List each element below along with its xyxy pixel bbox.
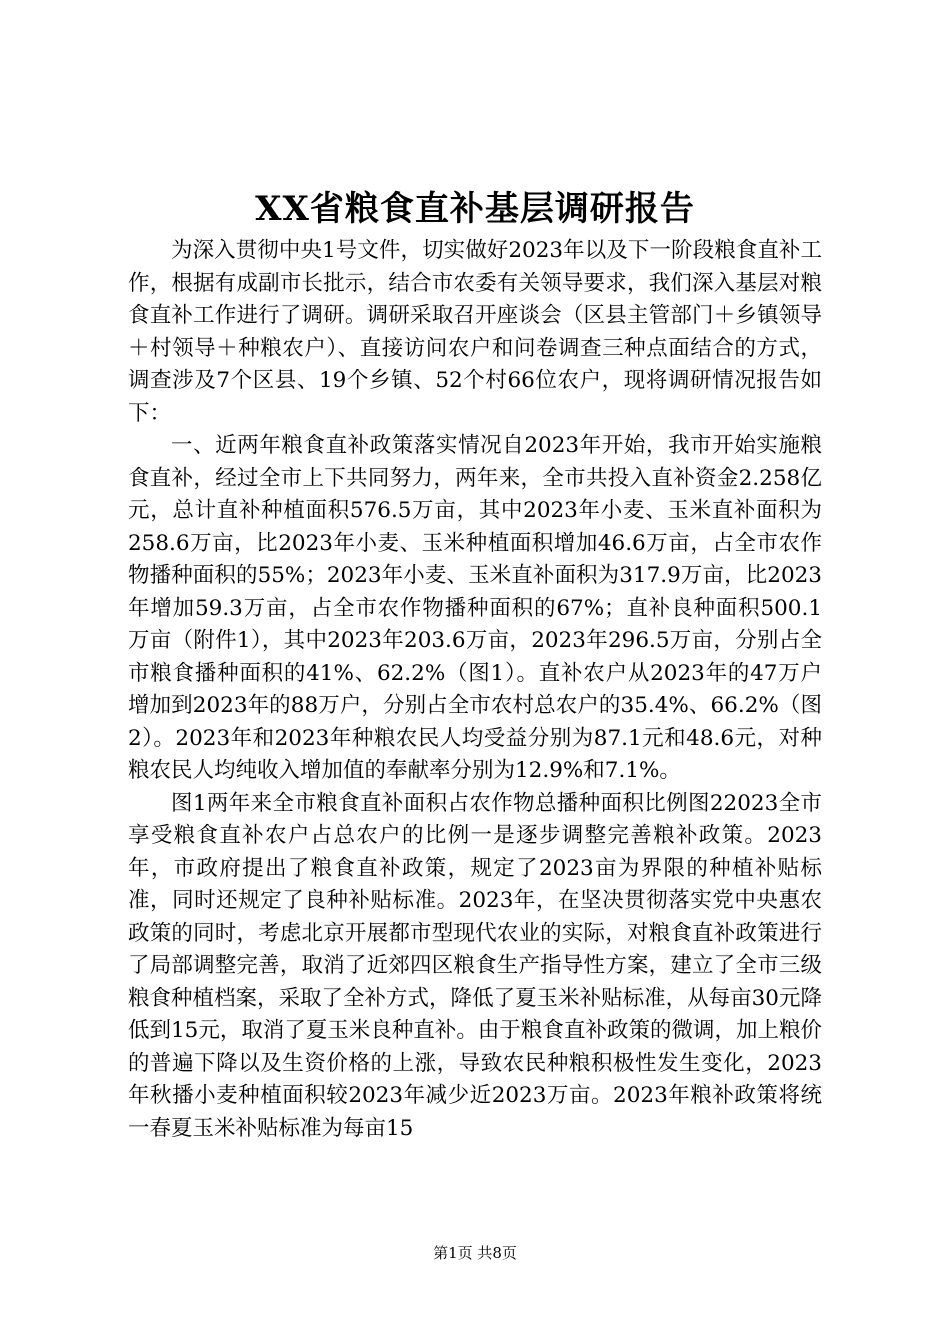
page-footer: 第1页 共8页	[433, 1244, 517, 1262]
document-title: XX省粮食直补基层调研报告	[255, 189, 695, 229]
paragraph-intro: 为深入贯彻中央1号文件，切实做好2023年以及下一阶段粮食直补工作，根据有成副市长批示，结合市农委有关领导要求，我们深入基层对粮食直补工作进行了调研。调研采取召开座谈会（区县主管部门＋乡镇领导＋村领导＋种粮农户）、直接访问农户和问卷调查三种点面结合的方式，调查涉及7个区县、19个乡镇、52个村66位农户，现将调研情况报告如下：	[128, 238, 822, 426]
document-body	[128, 235, 822, 1145]
paragraph-section-one: 一、近两年粮食直补政策落实情况自2023年开始，我市开始实施粮食直补，经过全市上下共同努力，两年来，全市共投入直补资金2.258亿元，总计直补种植面积576.5万亩，其中2023年小麦、玉米直补面积为258.6万亩，比2023年小麦、玉米种植面积增加46.6万亩，占全市农作物播种面积的55%；2023年小麦、玉米直补面积为317.9万亩，比2023年增加59.3万亩，占全市农作物播种面积的67%；直补良种面积500.1万亩（附件1），其中2023年203.6万亩，2023年296.5万亩，分别占全市粮食播种面积的41%、62.2%（图1）。直补农户从2023年的47万户增加到2023年的88万户，分别占全市农村总农户的35.4%、66.2%（图2）。2023年和2023年种粮农民人均受益分别为87.1元和48.6元，对种粮农民人均纯收入增加值的奉献率分别为12.9%和7.1%。	[128, 433, 822, 783]
paragraph-figures-and-policy: 图1两年来全市粮食直补面积占农作物总播种面积比例图22023全市享受粮食直补农户占总农户的比例一是逐步调整完善粮补政策。2023年，市政府提出了粮食直补政策，规定了2023亩为界限的种植补贴标准，同时还规定了良种补贴标准。2023年，在坚决贯彻落实党中央惠农政策的同时，考虑北京开展都市型现代农业的实际，对粮食直补政策进行了局部调整完善，取消了近郊四区粮食生产指导性方案，建立了全市三级粮食种植档案，采取了全补方式，降低了夏玉米补贴标准，从每亩30元降低到15元，取消了夏玉米良种直补。由于粮食直补政策的微调，加上粮价的普遍下降以及生资价格的上涨，导致农民种粮积极性发生变化，2023年秋播小麦种植面积较2023年减少近2023万亩。2023年粮补政策将统一春夏玉米补贴标准为每亩15	[128, 790, 822, 1141]
